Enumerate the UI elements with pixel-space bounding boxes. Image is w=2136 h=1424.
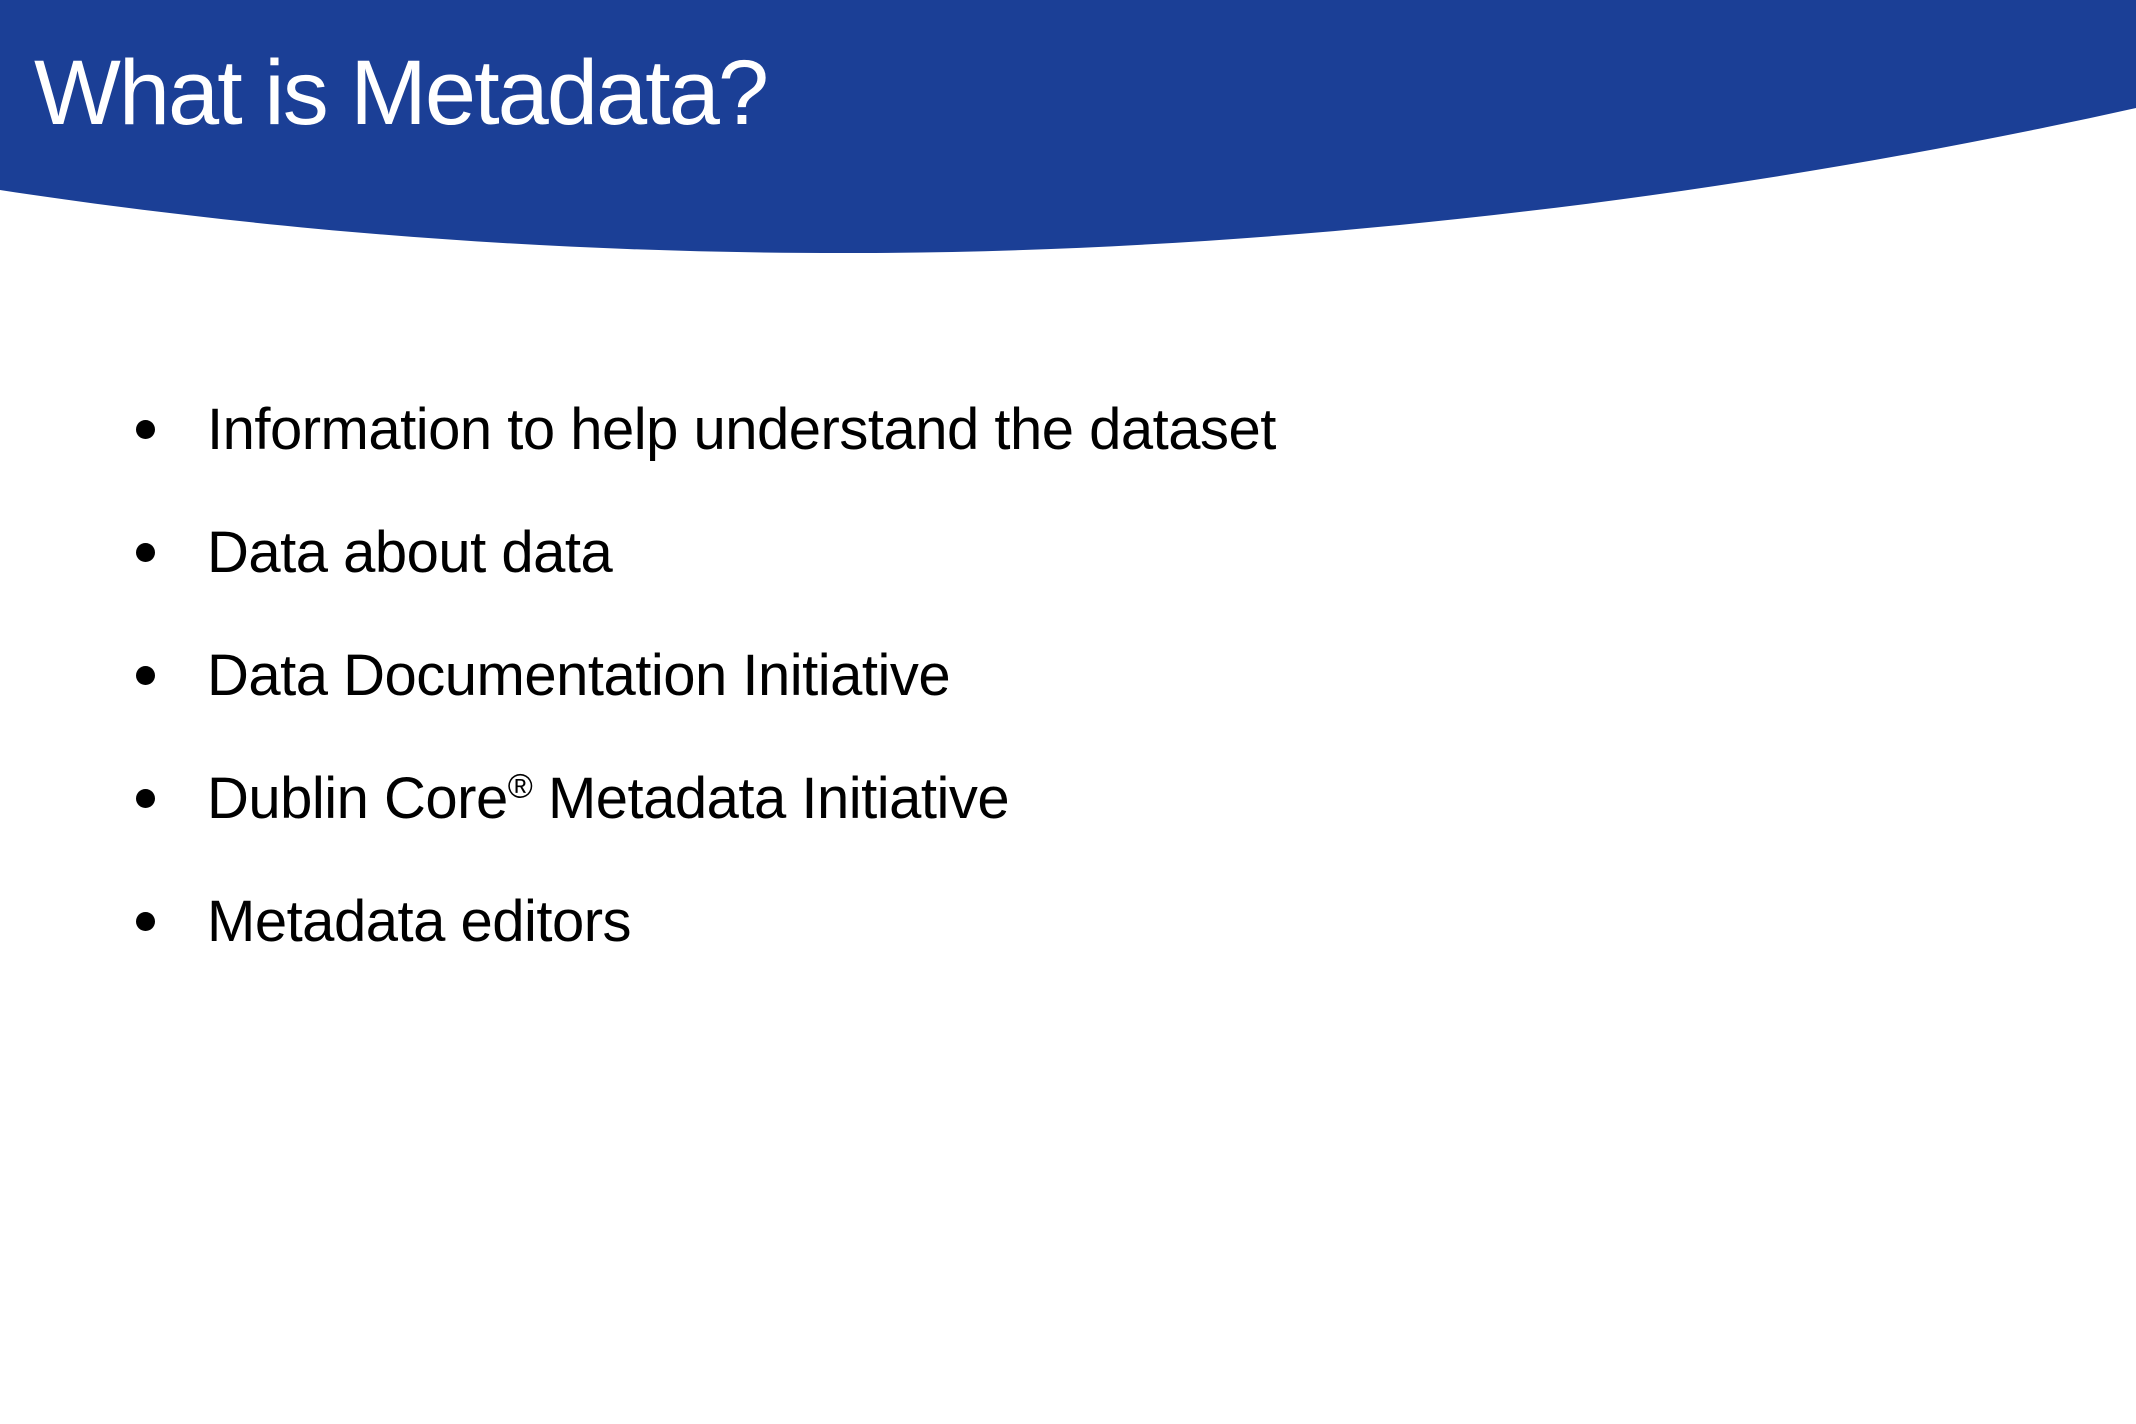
bullet-text: Data Documentation Initiative: [207, 643, 951, 708]
bullet-item: [130, 874, 1276, 997]
bullet-item: [130, 628, 1276, 751]
bullet-item: [130, 505, 1276, 628]
bullet-icon: [136, 543, 155, 562]
bullet-text-suffix: Metadata Initiative: [532, 766, 1010, 831]
bullet-list: [130, 382, 1276, 997]
bullet-icon: [136, 789, 155, 808]
bullet-item: [130, 751, 1276, 874]
bullet-text: Dublin Core: [207, 766, 508, 831]
slide-title: What is Metadata?: [34, 42, 768, 144]
registered-trademark-mark: ®: [507, 767, 533, 806]
bullet-icon: [136, 420, 155, 439]
bullet-icon: [136, 666, 155, 685]
bullet-text: Data about data: [207, 520, 613, 585]
bullet-icon: [136, 912, 155, 931]
bullet-text: Information to help understand the dataset: [207, 397, 1276, 462]
bullet-text: Metadata editors: [207, 889, 632, 954]
bullet-item: [130, 382, 1276, 505]
